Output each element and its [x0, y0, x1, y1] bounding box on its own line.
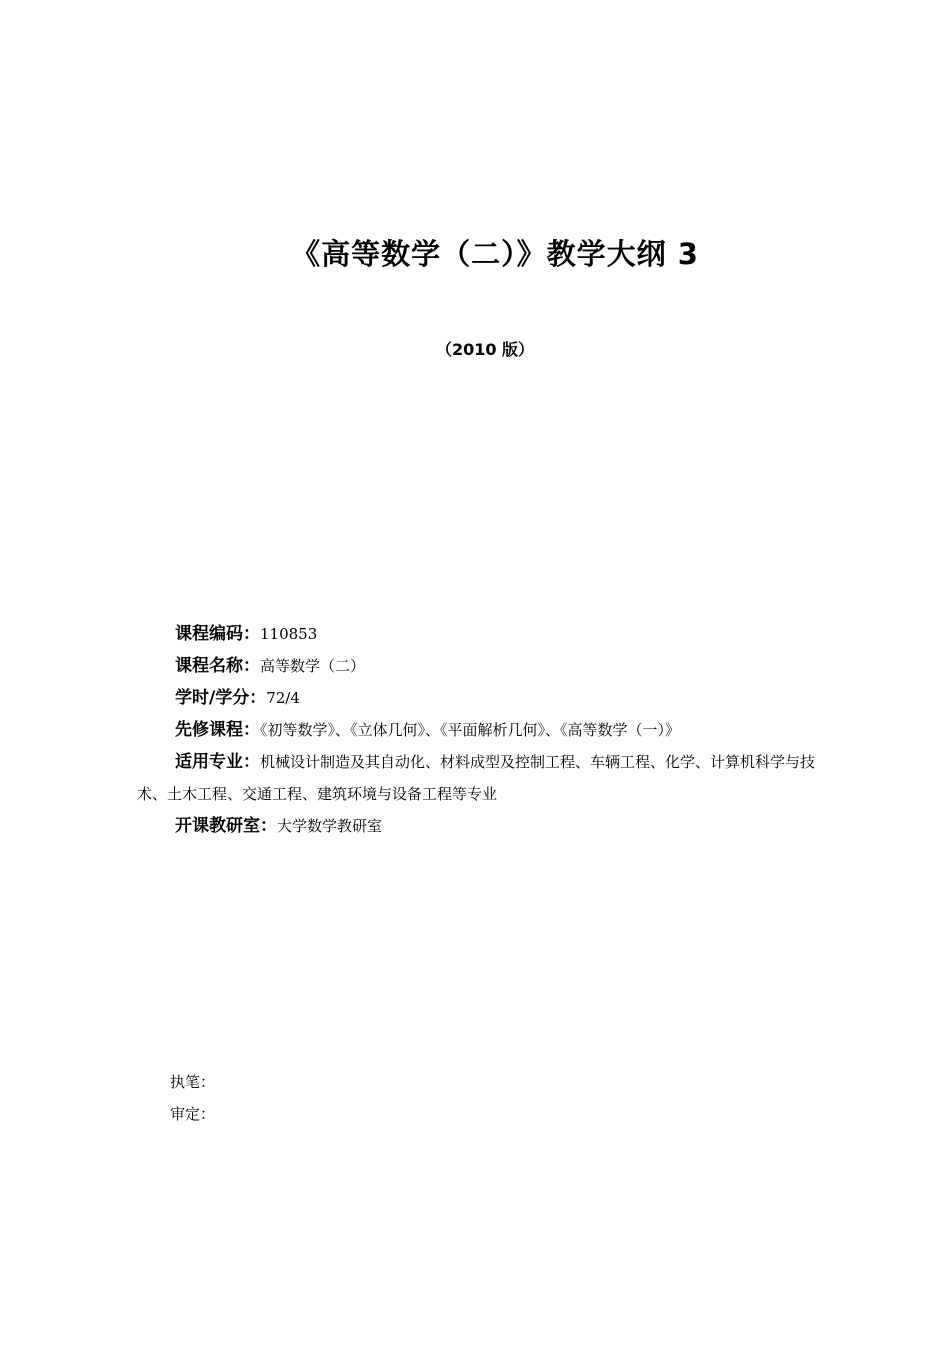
- edition-label: （2010 版）: [435, 340, 535, 359]
- applicable-majors-label: 适用专业：: [175, 752, 260, 772]
- course-name-line: [137, 650, 843, 682]
- applicable-majors-value: 机械设计制造及其自动化、材料成型及控制工程、车辆工程、化学、计算机科学与技术、土木工程、交通工程、建筑环境与设备工程等专业: [137, 753, 816, 803]
- teaching-office-value: 大学数学教研室: [277, 817, 383, 835]
- course-hours-label: 学时/学分：: [175, 688, 267, 708]
- course-info: [137, 618, 843, 842]
- document-title: 《高等数学（二）》教学大纲 3: [291, 237, 699, 271]
- course-hours-value: 72/4: [266, 689, 300, 707]
- course-code-line: [137, 618, 843, 650]
- course-hours-line: [137, 682, 843, 714]
- course-code-value: 110853: [260, 625, 318, 643]
- course-code-label: 课程编码：: [175, 624, 260, 644]
- teaching-office-line: [137, 810, 843, 842]
- teaching-office-label: 开课教研室：: [175, 816, 277, 836]
- author-label: 执笔：: [170, 1073, 216, 1091]
- applicable-majors-line: [137, 746, 843, 810]
- prerequisites-value: 《初等数学》、《立体几何》、《平面解析几何》、《高等数学（一）》: [260, 721, 681, 739]
- prerequisites-line: [137, 714, 843, 746]
- signature-block: [170, 1066, 215, 1130]
- course-name-label: 课程名称：: [175, 656, 260, 676]
- reviewer-label: 审定：: [170, 1105, 216, 1123]
- course-name-value: 高等数学（二）: [260, 657, 366, 675]
- prerequisites-label: 先修课程：: [175, 720, 260, 740]
